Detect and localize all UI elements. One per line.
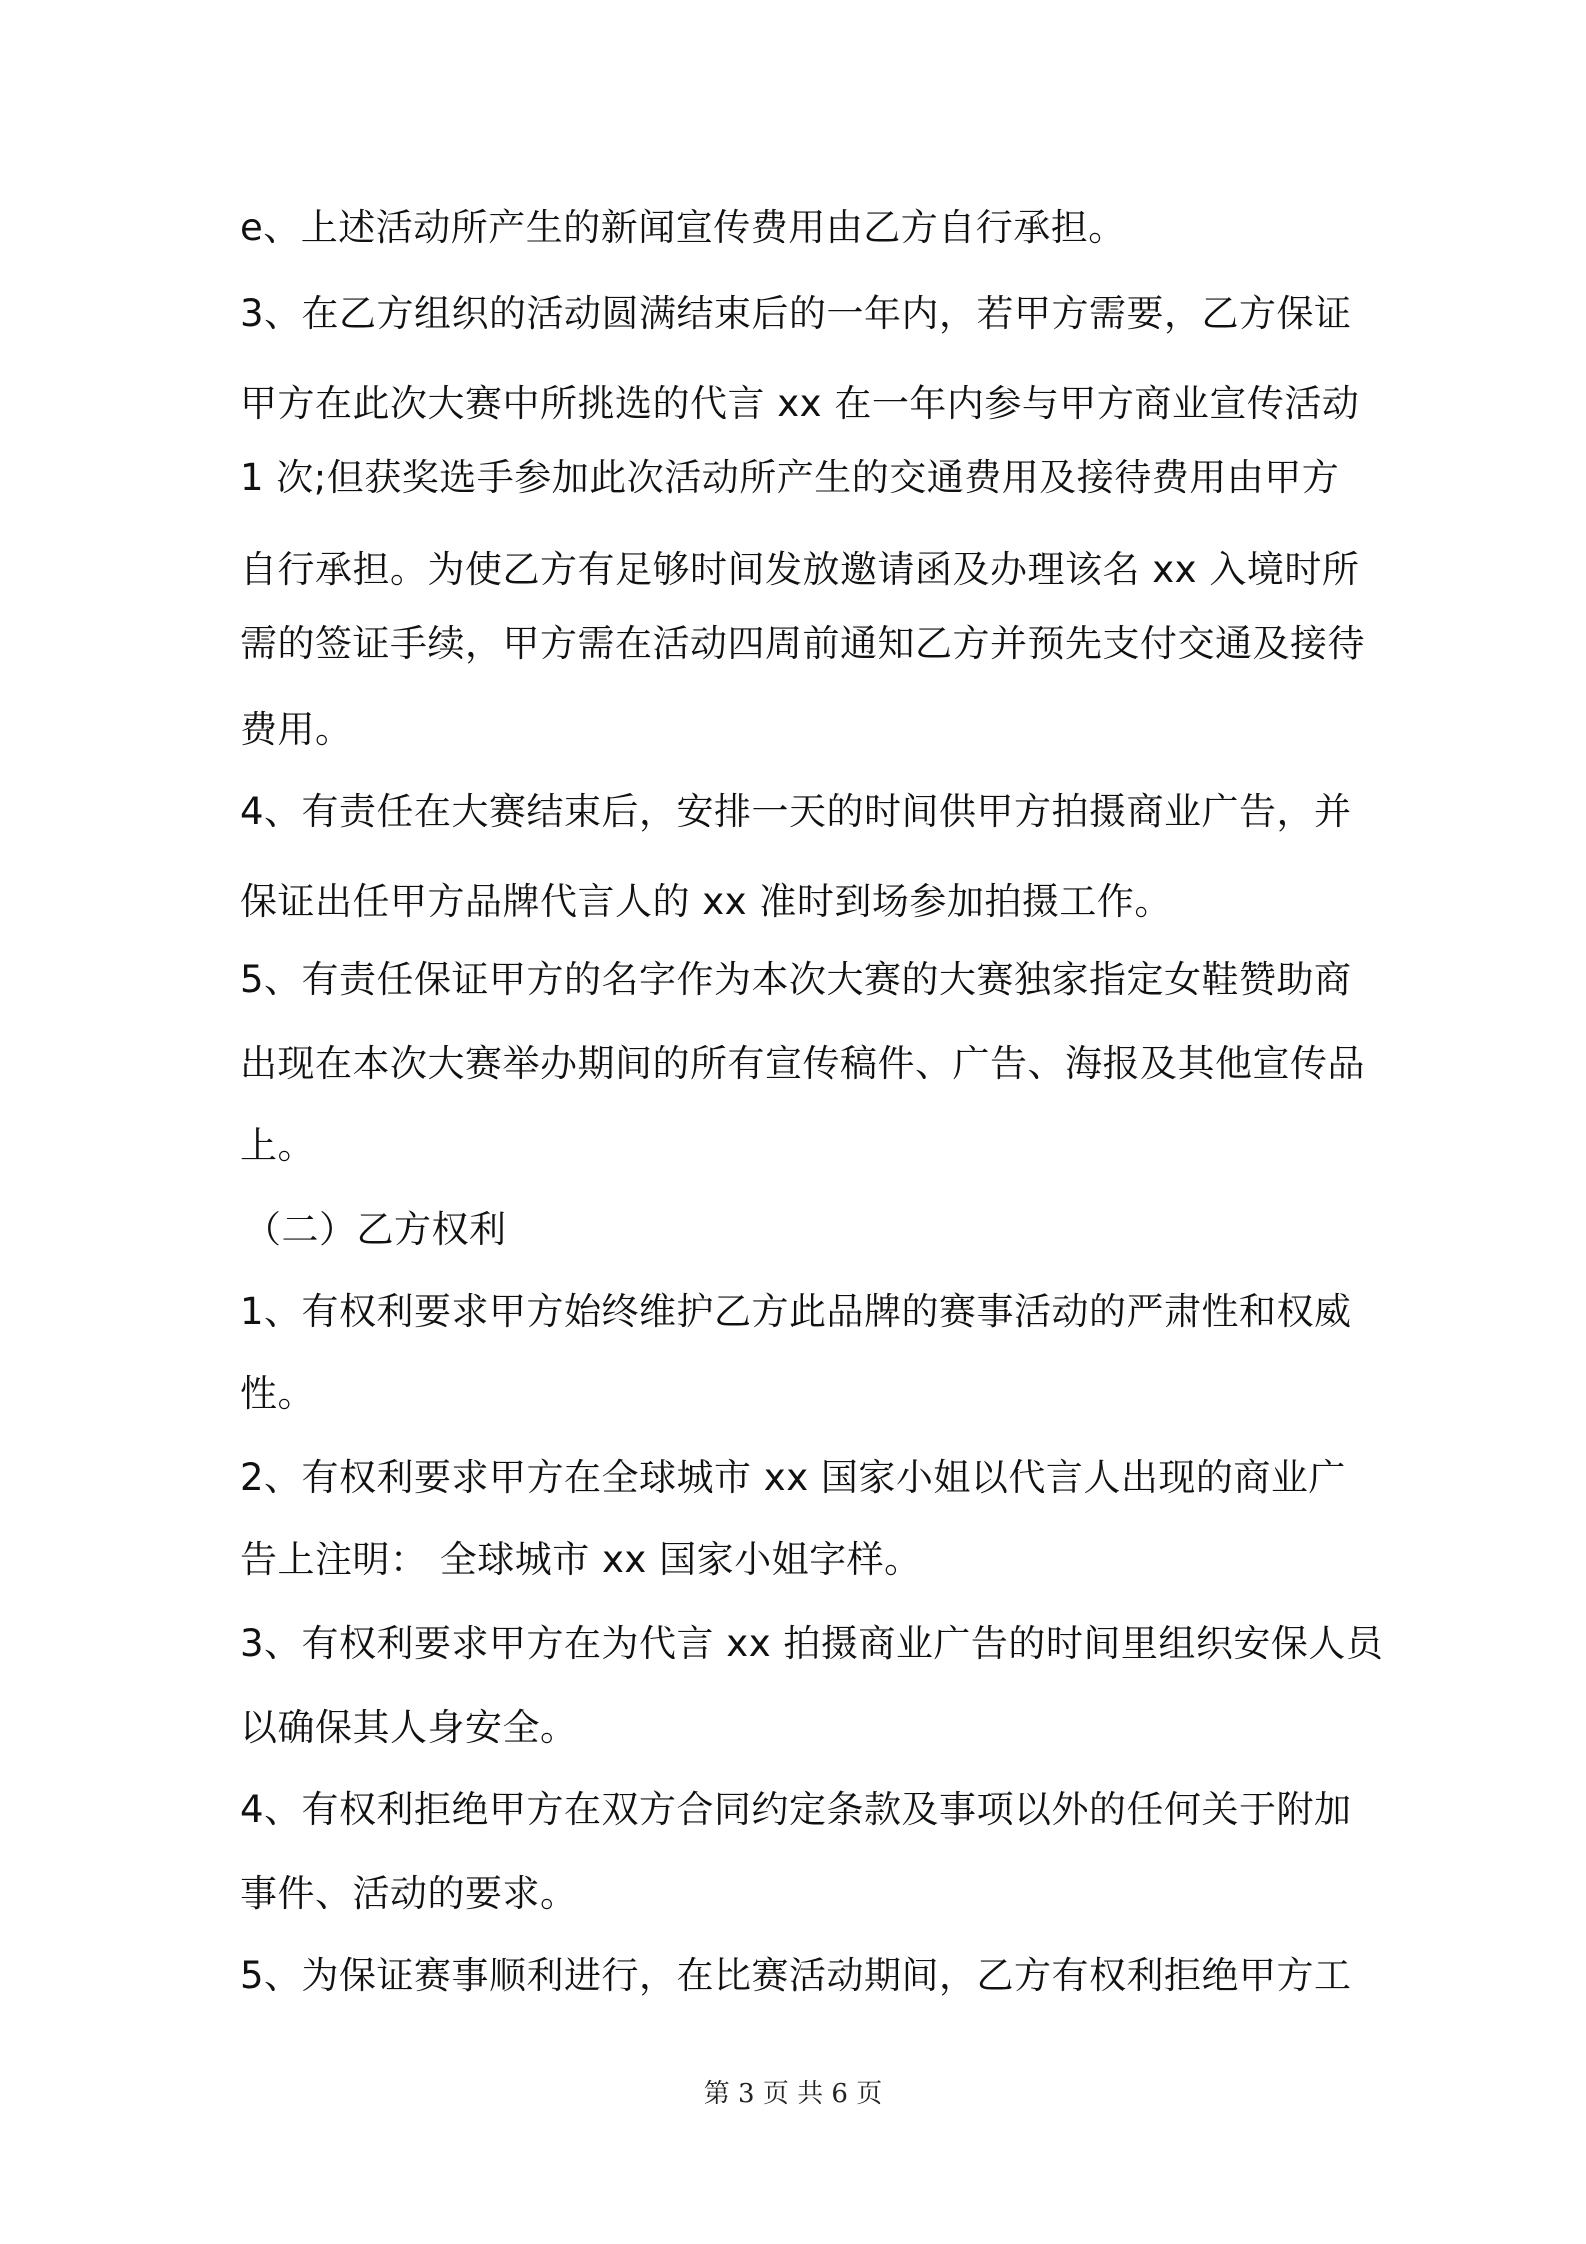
text-line: 自行承担。为使乙方有足够时间发放邀请函及办理该名 xx 入境时所 xyxy=(240,548,1360,591)
text-line: 3、在乙方组织的活动圆满结束后的一年内，若甲方需要，乙方保证 xyxy=(240,292,1352,335)
text-line: 4、有责任在大赛结束后，安排一天的时间供甲方拍摄商业广告，并 xyxy=(240,790,1352,833)
text-line: 1 次;但获奖选手参加此次活动所产生的交通费用及接待费用由甲方 xyxy=(240,456,1340,499)
section-heading: （二）乙方权利 xyxy=(244,1208,507,1251)
text-line: 事件、活动的要求。 xyxy=(240,1872,578,1915)
text-line: 2、有权利要求甲方在全球城市 xx 国家小姐以代言人出现的商业广 xyxy=(240,1456,1346,1499)
text-line: 4、有权利拒绝甲方在双方合同约定条款及事项以外的任何关于附加 xyxy=(240,1788,1352,1831)
text-line: 出现在本次大赛举办期间的所有宣传稿件、广告、海报及其他宣传品 xyxy=(240,1042,1365,1085)
text-line: 5、为保证赛事顺利进行，在比赛活动期间，乙方有权利拒绝甲方工 xyxy=(240,1954,1352,1997)
text-line: e、上述活动所产生的新闻宣传费用由乙方自行承担。 xyxy=(240,206,1126,249)
text-line: 3、有权利要求甲方在为代言 xx 拍摄商业广告的时间里组织安保人员 xyxy=(240,1622,1384,1665)
text-line: 甲方在此次大赛中所挑选的代言 xx 在一年内参与甲方商业宣传活动 xyxy=(240,382,1360,425)
text-line: 5、有责任保证甲方的名字作为本次大赛的大赛独家指定女鞋赞助商 xyxy=(240,958,1352,1001)
text-line: 以确保其人身安全。 xyxy=(240,1706,578,1749)
text-line: 告上注明： 全球城市 xx 国家小姐字样。 xyxy=(240,1538,922,1581)
text-line: 性。 xyxy=(240,1372,315,1415)
text-line: 需的签证手续，甲方需在活动四周前通知乙方并预先支付交通及接待 xyxy=(240,622,1365,665)
text-line: 1、有权利要求甲方始终维护乙方此品牌的赛事活动的严肃性和权威 xyxy=(240,1290,1352,1333)
text-line: 保证出任甲方品牌代言人的 xx 准时到场参加拍摄工作。 xyxy=(240,880,1172,923)
text-line: 上。 xyxy=(240,1124,315,1167)
page-number-footer: 第 3 页 共 6 页 xyxy=(703,2079,883,2109)
text-line: 费用。 xyxy=(240,708,353,751)
